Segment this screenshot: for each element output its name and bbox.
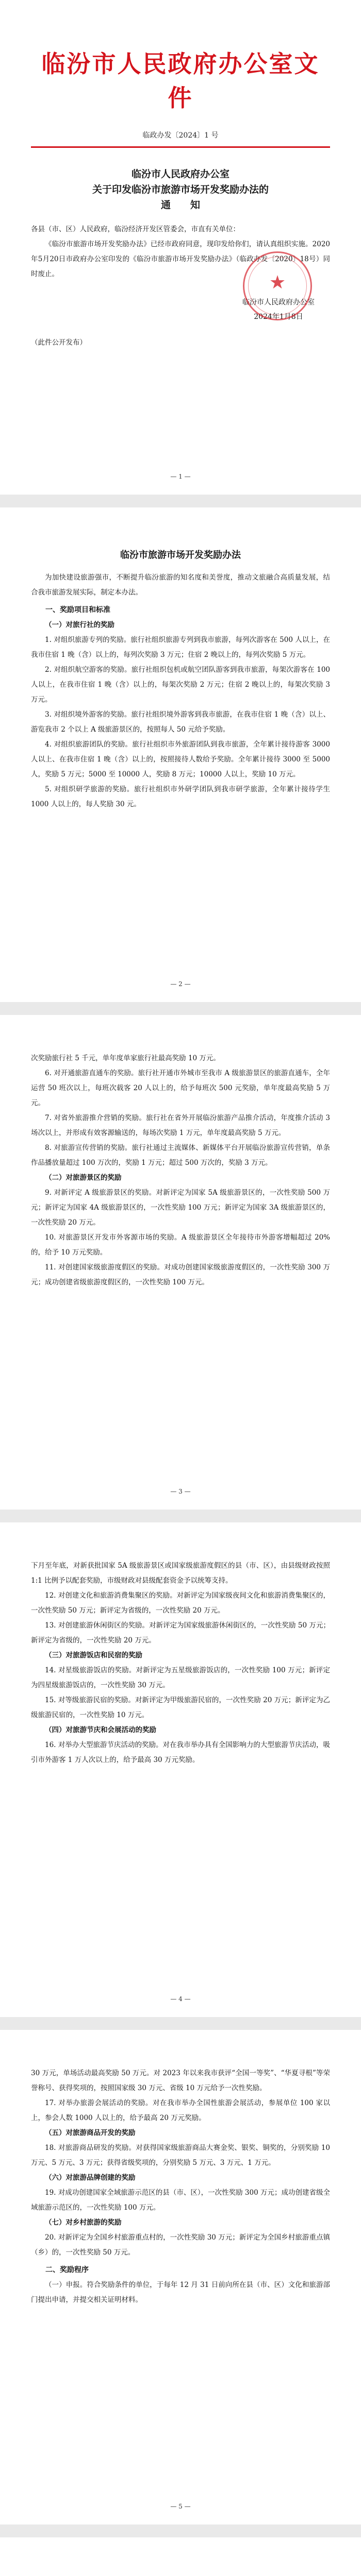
paragraph: 下月至年底，对新获批国家 5A 级旅游景区或国家级旅游度假区的县（市、区），由县级财政按照 1:1 比例予以配套奖励，市级财政对县级配套资金予以统筹支持。 [31, 1562, 330, 1585]
section-heading: （五）对旅游商品开发的奖励 [45, 2129, 136, 2137]
issuer: 临汾市人民政府办公室 [242, 298, 315, 307]
page-body [31, 2573, 330, 2576]
paragraph: 14. 对星级旅游饭店的奖励。对新评定为五星级旅游饭店的，一次性奖励 100 万元；新评定为四星级旅游饭店的，一次性奖励 30 万元。 [31, 1666, 330, 1689]
notice-subtitle-2: 通 知 [160, 199, 200, 211]
page-4 [0, 1522, 361, 2017]
paragraph: 5. 对组织研学旅游的奖励。旅行社组织市外研学团队到我市研学旅游，全年累计接待学生 1000 人以上的，每人奖励 30 元。 [31, 785, 330, 808]
document-title: 临汾市旅游市场开发奖励办法 [120, 550, 241, 561]
section-heading: （七）对乡村旅游的奖励 [45, 2218, 122, 2227]
paragraph: 18. 对旅游商品研发的奖励。对获得国家级旅游商品大赛金奖、银奖、铜奖的，分别奖励 10 万元、5 万元、3 万元；获得省级奖项的，分别奖励 5 万元、3 万元、1 万元。 [31, 2144, 330, 2167]
page-5 [0, 2030, 361, 2524]
paragraph: 8. 对旅游宣传营销的奖励。旅行社通过主流媒体、新媒体平台开展临汾旅游宣传营销，单条作品播放量超过 100 万次的，奖励 1 万元；超过 500 万次的，奖励 3 万元。 [31, 1144, 330, 1167]
section-heading: （二）对旅游景区的奖励 [45, 1174, 122, 1182]
notice-title: 临汾市人民政府办公室 [131, 168, 229, 180]
greeting: 各县（市、区）人民政府，临汾经济开发区管委会，市直有关单位： [31, 225, 240, 233]
section-heading: 一、奖励项目和标准 [45, 606, 110, 614]
paragraph: 19. 对成功创建国家全域旅游示范区的县（市、区），一次性奖励 300 万元；成功创建省级全域旅游示范区的，一次性奖励 100 万元。 [31, 2189, 330, 2212]
paragraph: 7. 对省外旅游推介营销的奖励。旅行社在省外开展临汾旅游产品推介活动，年度推介活动 3 场次以上，并形成有效客源输送的，每场次奖励 1 万元，单年度最高奖励 5 万元。 [31, 1114, 330, 1137]
paragraph: （一）申报。符合奖励条件的单位，于每年 12 月 31 日前向所在县（市、区）文化和旅游部门提出申请，并提交相关证明材料。 [31, 2281, 330, 2304]
notice-body: 《临汾市旅游市场开发奖励办法》已经市政府同意，现印发给你们，请认真组织实施。2020年5月20日市政府办公室印发的《临汾市旅游市场开发奖励办法》（临政办发〔2020〕18号）同时废止。 [31, 240, 330, 278]
page-number: — 4 — [170, 1995, 191, 2003]
paragraph: 17. 对举办旅游会展活动的奖励。对在我市举办全国性旅游会展活动，参展单位 100 家以上，参会人数 1000 人以上的，给予最高 20 万元奖励。 [31, 2099, 330, 2122]
page-number: — 3 — [170, 1488, 191, 1495]
paragraph: 20. 对新评定为全国乡村旅游重点村的，一次性奖励 30 万元；新评定为全国乡村旅游重点镇（乡）的，一次性奖励 50 万元。 [31, 2233, 330, 2257]
page-2 [0, 507, 361, 1002]
paragraph: 11. 对创建国家级旅游度假区的奖励。对成功创建国家级旅游度假区的，一次性奖励 300 万元；成功创建省级旅游度假区的，一次性奖励 100 万元。 [31, 1263, 330, 1286]
paragraph [31, 2573, 330, 2576]
section-heading: （一）对旅行社的奖励 [45, 621, 114, 629]
page-body [31, 1051, 330, 1290]
paragraph: 10. 对旅游景区开发市外客源市场的奖励。A 级旅游景区全年接待市外游客增幅超过 20% 的，给予 10 万元奖励。 [31, 1233, 330, 1257]
paragraph: 13. 对创建旅游休闲街区的奖励。对新评定为国家级旅游休闲街区的，一次性奖励 50 万元；新评定为省级的，一次性奖励 20 万元。 [31, 1621, 330, 1645]
paragraph: 6. 对开通旅游直通车的奖励。旅行社开通市外城市至我市 A 级旅游景区的旅游直通车，全年运营 50 班次以上，每班次载客 20 人以上的，给予每班次 500 元奖励，单年度最高奖励 5 万元。 [31, 1069, 330, 1107]
page-1 [0, 0, 361, 495]
page-number: — 1 — [170, 473, 191, 480]
official-seal-icon: ★ [243, 251, 312, 320]
paragraph: 12. 对创建文化和旅游消费集聚区的奖励。对新评定为国家级夜间文化和旅游消费集聚区的，一次性奖励 50 万元；新评定为省级的，一次性奖励 20 万元。 [31, 1591, 330, 1615]
page-body [31, 1558, 330, 1768]
section-heading: （四）对旅游节庆和会展活动的奖励 [45, 1726, 156, 1734]
paragraph: 9. 对新评定 A 级旅游景区的奖励。对新评定为国家 5A 级旅游景区的，一次性奖励 500 万元；新评定为国家 4A 级旅游景区的，一次性奖励 100 万元；新评定为国家 3A 级旅游景区的，一次性奖励 20 万元。 [31, 1189, 330, 1227]
paragraph: 为加快建设旅游强市，不断提升临汾旅游的知名度和美誉度，推动文旅融合高质量发展，结合我市旅游发展实际，制定本办法。 [31, 573, 330, 597]
page-number: — 2 — [170, 980, 191, 988]
page-number: — 5 — [170, 2503, 191, 2510]
page-body [31, 2066, 330, 2308]
paragraph: 2. 对组织航空游客的奖励。旅行社组织包机或航空团队游客到我市旅游，每架次游客在 100 人以上，在我市住宿 1 晚（含）以上的，每架次奖励 2 万元；住宿 2 晚以上的，每架次奖励 3 万元。 [31, 666, 330, 704]
issue-date: 2024年1月8日 [254, 313, 303, 321]
paragraph: 次奖励旅行社 5 千元，单年度单家旅行社最高奖励 10 万元。 [31, 1054, 220, 1062]
paragraph: 15. 对等级旅游民宿的奖励。对新评定为甲级旅游民宿的，一次性奖励 20 万元；新评定为乙级旅游民宿的，一次性奖励 10 万元。 [31, 1696, 330, 1719]
section-heading: （三）对旅游饭店和民宿的奖励 [45, 1651, 142, 1659]
section-heading: 二、奖励程序 [45, 2266, 89, 2274]
red-header: 临汾市人民政府办公室文件 [41, 50, 320, 112]
page-3 [0, 1015, 361, 1510]
section-heading: （六）对旅游品牌创建的奖励 [45, 2174, 136, 2182]
red-divider-line [31, 146, 330, 148]
publication-note: （此件公开发布） [31, 338, 87, 347]
notice-subtitle-1: 关于印发临汾市旅游市场开发奖励办法的 [92, 184, 269, 195]
paragraph: 16. 对举办大型旅游节庆活动的奖励。对在我市举办具有全国影响力的大型旅游节庆活动，吸引市外游客 1 万人次以上的，给予最高 30 万元奖励。 [31, 1741, 330, 1764]
paragraph: 4. 对组织旅游团队的奖励。旅行社组织市外旅游团队到我市旅游，全年累计接待游客 3000 人以上、在我市住宿 1 晚（含）以上的，按照接待人数给予奖励。全年累计接待 3000 至 5000 人，奖励 5 万元；5000 至 10000 人，奖励 8 万元；10000 人以上，奖励 10 万元。 [31, 740, 330, 778]
page-6 [0, 2537, 361, 2576]
page-body [31, 570, 330, 812]
paragraph: 30 万元，单场活动最高奖励 50 万元。对 2023 年以来我市获评“全国一等奖”、“华夏寻根”等荣誉称号、获得奖项的，按照国家级 30 万元、省级 10 万元给予一次性奖励。 [31, 2069, 330, 2092]
paragraph: 3. 对组织境外游客的奖励。旅行社组织境外游客到我市旅游，在我市住宿 1 晚（含）以上、游览我市 2 个以上 A 级旅游景区的，按照每人 50 元给予奖励。 [31, 710, 330, 734]
document-number: 临政办发〔2024〕1 号 [142, 131, 219, 140]
paragraph: 1. 对组织旅游专列的奖励。旅行社组织旅游专列到我市旅游，每列次游客在 500 人以上，在我市住宿 1 晚（含）以上的，每列次奖励 3 万元；住宿 2 晚以上的，每列次奖励 5 万元。 [31, 636, 330, 659]
